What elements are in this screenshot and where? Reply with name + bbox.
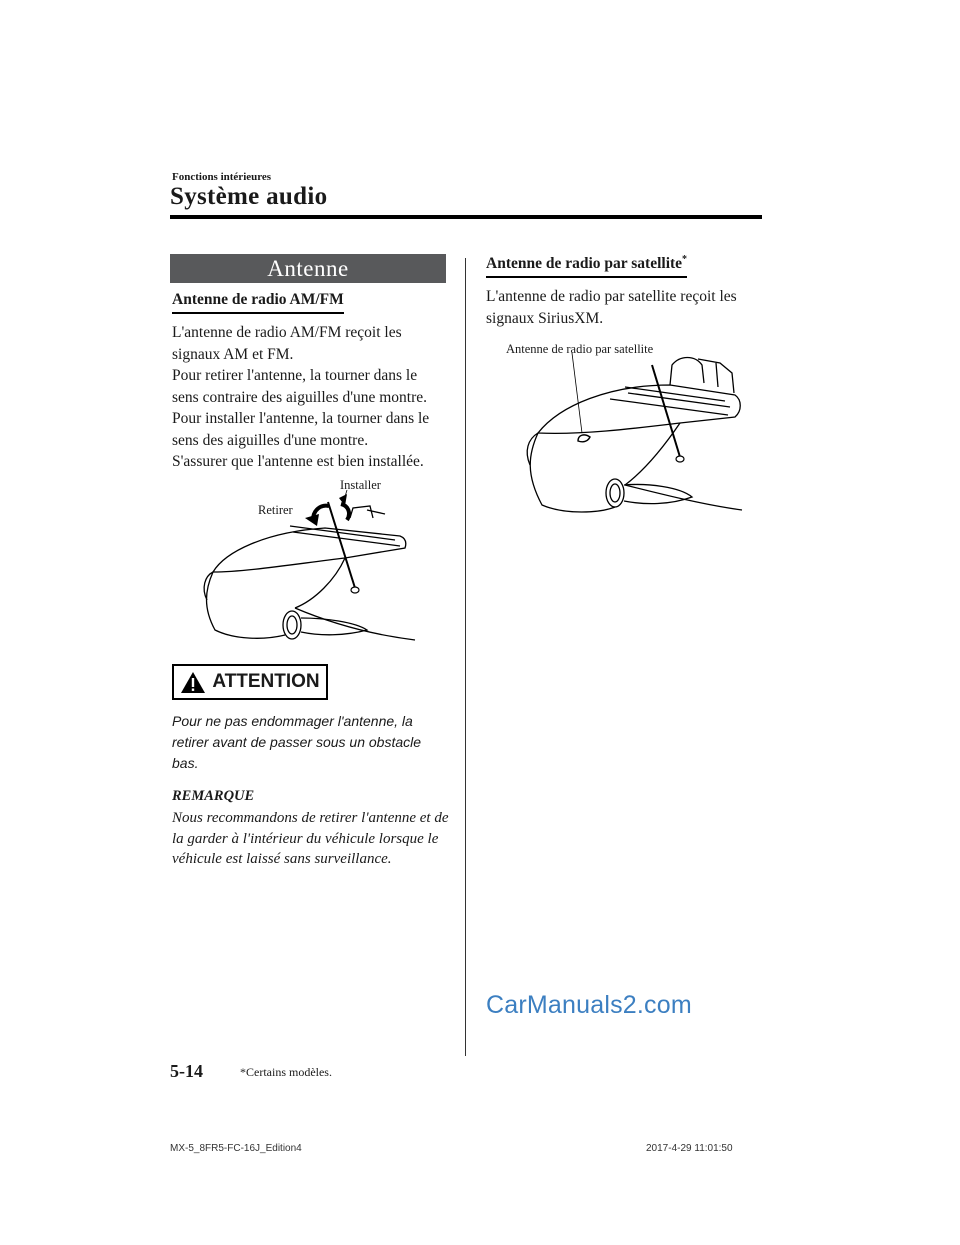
satellite-body: L'antenne de radio par satellite reçoit les signaux SiriusXM.	[486, 288, 737, 327]
warning-icon	[180, 671, 206, 694]
satellite-antenna-label: Antenne de radio par satellite	[506, 342, 654, 356]
satellite-heading-mark: *	[682, 254, 688, 265]
am-fm-antenna-illustration	[195, 490, 425, 650]
attention-box	[172, 664, 328, 700]
attention-label: ATTENTION	[212, 671, 320, 692]
footnote: *Certains modèles.	[240, 1065, 332, 1079]
doc-id: MX-5_8FR5-FC-16J_Edition4	[170, 1143, 302, 1154]
am-fm-paragraph: Pour installer l'antenne, la tourner dans le sens des aiguilles d'une montre.	[172, 410, 430, 449]
satellite-heading	[486, 254, 687, 278]
am-fm-heading: Antenne de radio AM/FM	[172, 291, 344, 314]
satellite-antenna-illustration	[520, 345, 745, 520]
column-divider	[465, 258, 466, 1056]
note-title: REMARQUE	[172, 788, 255, 804]
header-rule	[170, 215, 762, 219]
remove-label: Retirer	[258, 503, 293, 517]
section-label: Fonctions intérieures	[172, 171, 272, 183]
am-fm-body	[172, 322, 447, 473]
install-label: Installer	[340, 478, 381, 492]
page-number: 5-14	[170, 1061, 203, 1081]
print-timestamp: 2017-4-29 11:01:50	[646, 1143, 733, 1154]
note-text: Nous recommandons de retirer l'antenne et de la garder à l'intérieur du véhicule lorsque le véhicule est laissé sans surveillance.	[172, 810, 449, 867]
am-fm-paragraph: S'assurer que l'antenne est bien installée.	[172, 453, 424, 470]
watermark: CarManuals2.com	[486, 991, 692, 1019]
am-fm-paragraph: L'antenne de radio AM/FM reçoit les signaux AM et FM.	[172, 324, 402, 363]
attention-text: Pour ne pas endommager l'antenne, la retirer avant de passer sous un obstacle bas.	[172, 713, 422, 771]
am-fm-paragraph: Pour retirer l'antenne, la tourner dans le sens contraire des aiguilles d'une montre.	[172, 367, 428, 406]
antenne-banner: Antenne	[170, 254, 446, 283]
satellite-heading-text: Antenne de radio par satellite	[486, 255, 683, 273]
page-title: Système audio	[170, 183, 328, 210]
